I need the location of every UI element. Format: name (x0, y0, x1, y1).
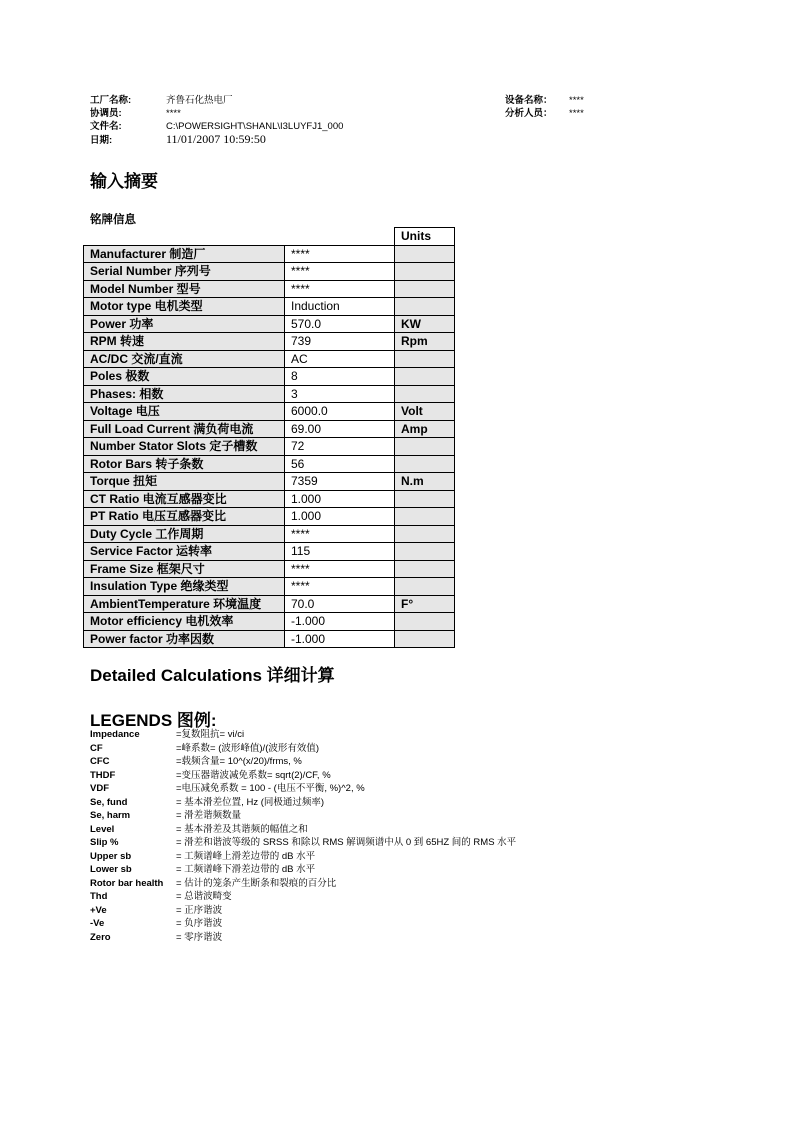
nameplate-info-title: 铭牌信息 (90, 214, 136, 226)
row-value: AC (285, 350, 395, 368)
table-row (84, 438, 455, 456)
row-value: 115 (285, 543, 395, 561)
legend-definition: = 滑差谐频数量 (176, 810, 242, 821)
legend-item (90, 836, 516, 850)
table-row (84, 333, 455, 351)
legends-title: LEGENDS 图例: (90, 711, 217, 730)
row-unit (395, 263, 455, 281)
legend-item (90, 863, 516, 877)
row-unit (395, 508, 455, 526)
row-value: 6000.0 (285, 403, 395, 421)
nameplate-table (83, 227, 455, 648)
legend-definition: = 负序谐波 (176, 918, 223, 929)
header-row-analyst (505, 107, 584, 120)
table-row (84, 263, 455, 281)
legend-definition: = 正序谐波 (176, 904, 223, 916)
legend-definition: = 估计的笼条产生断条和裂痕的百分比 (176, 877, 337, 889)
table-row (84, 508, 455, 526)
table-row (84, 245, 455, 263)
legend-item (90, 782, 516, 796)
legend-definition: =变压器谐波减免系数= sqrt(2)/CF, % (176, 769, 331, 781)
plant-name-value: 齐鲁石化热电厂 (166, 95, 233, 106)
legend-term: +Ve (90, 904, 107, 916)
header-right (505, 94, 584, 120)
row-value: **** (285, 578, 395, 596)
row-unit: KW (395, 315, 455, 333)
row-unit (395, 578, 455, 596)
legend-item (90, 796, 516, 810)
header-row-coordinator (90, 107, 343, 120)
row-unit (395, 438, 455, 456)
row-value: 570.0 (285, 315, 395, 333)
row-value: 739 (285, 333, 395, 351)
table-row (84, 385, 455, 403)
row-value: 1.000 (285, 490, 395, 508)
row-value: 69.00 (285, 420, 395, 438)
row-value: **** (285, 560, 395, 578)
table-row (84, 595, 455, 613)
legend-item (90, 890, 516, 904)
row-unit: Rpm (395, 333, 455, 351)
legend-definition: = 基本滑差位置, Hz (同极通过频率) (176, 796, 325, 808)
row-unit (395, 350, 455, 368)
legend-term: Thd (90, 891, 108, 902)
row-label: Number Stator Slots 定子槽数 (84, 438, 285, 456)
header-row-date (90, 133, 343, 147)
analyst-label: 分析人员： (505, 108, 553, 119)
legend-term: CF (90, 742, 103, 754)
row-value: 7359 (285, 473, 395, 491)
table-row (84, 350, 455, 368)
row-label: Full Load Current 满负荷电流 (84, 420, 285, 438)
legend-term: Rotor bar health (90, 877, 164, 889)
row-unit: N.m (395, 473, 455, 491)
table-row (84, 368, 455, 386)
row-unit (395, 385, 455, 403)
row-value: 1.000 (285, 508, 395, 526)
row-unit (395, 613, 455, 631)
table-row (84, 455, 455, 473)
table-row (84, 298, 455, 316)
input-summary-title: 输入摘要 (90, 172, 158, 191)
legend-term: Slip % (90, 837, 119, 848)
equipment-name-label: 设备名称： (505, 95, 553, 106)
table-row (84, 473, 455, 491)
units-header: Units (395, 228, 455, 246)
row-value: **** (285, 525, 395, 543)
row-unit: Amp (395, 420, 455, 438)
legend-definition: = 零序谐波 (176, 931, 223, 943)
table-row (84, 490, 455, 508)
row-unit (395, 525, 455, 543)
legend-item (90, 769, 516, 783)
legend-term: Lower sb (90, 864, 132, 875)
row-label: Power 功率 (84, 315, 285, 333)
legend-definition: =复数阻抗= vi/ci (176, 729, 245, 740)
date-label: 日期: (90, 135, 113, 146)
legend-definition: = 总谐波畸变 (176, 891, 232, 902)
row-label: Serial Number 序列号 (84, 263, 285, 281)
row-label: Motor type 电机类型 (84, 298, 285, 316)
row-label: Torque 扭矩 (84, 473, 285, 491)
legend-term: Impedance (90, 729, 140, 740)
table-row (84, 578, 455, 596)
row-value: 3 (285, 385, 395, 403)
row-label: Poles 极数 (84, 368, 285, 386)
row-label: Service Factor 运转率 (84, 543, 285, 561)
row-unit (395, 543, 455, 561)
legend-item (90, 917, 516, 931)
filename-label: 文件名: (90, 121, 122, 132)
row-label: Phases: 相数 (84, 385, 285, 403)
row-value: 70.0 (285, 595, 395, 613)
table-row (84, 613, 455, 631)
table-row (84, 315, 455, 333)
row-value: 72 (285, 438, 395, 456)
legend-term: CFC (90, 756, 110, 767)
row-unit (395, 245, 455, 263)
row-value: 8 (285, 368, 395, 386)
legend-definition: =载频含量= 10^(x/20)/frms, % (176, 756, 302, 767)
legend-item (90, 877, 516, 891)
legend-term: Zero (90, 931, 111, 943)
row-unit (395, 490, 455, 508)
row-label: Motor efficiency 电机效率 (84, 613, 285, 631)
row-label: Power factor 功率因数 (84, 630, 285, 648)
row-label: AC/DC 交流/直流 (84, 350, 285, 368)
row-label: Insulation Type 绝缘类型 (84, 578, 285, 596)
legend-item (90, 809, 516, 823)
row-label: CT Ratio 电流互感器变比 (84, 490, 285, 508)
row-value: -1.000 (285, 630, 395, 648)
legend-definition: = 滑差和谐波等级的 SRSS 和除以 RMS 解调频谱中从 0 到 65HZ 间的 RMS 水平 (176, 837, 517, 848)
row-unit: F° (395, 595, 455, 613)
legend-term: VDF (90, 783, 109, 794)
header-row-equipment (505, 94, 584, 107)
legend-definition: = 基本滑差及其谐频的幅值之和 (176, 823, 308, 835)
analyst-value: **** (569, 108, 584, 119)
legend-item (90, 755, 516, 769)
row-label: Model Number 型号 (84, 280, 285, 298)
legend-item (90, 823, 516, 837)
legend-term: Upper sb (90, 850, 132, 862)
table-row (84, 560, 455, 578)
legend-item (90, 931, 516, 945)
row-value: 56 (285, 455, 395, 473)
equipment-name-value: **** (569, 95, 584, 106)
row-unit (395, 630, 455, 648)
legend-item (90, 742, 516, 756)
legend-term: Se, harm (90, 810, 131, 821)
legend-item (90, 850, 516, 864)
header-left (90, 94, 343, 147)
row-label: Manufacturer 制造厂 (84, 245, 285, 263)
row-unit (395, 298, 455, 316)
row-label: PT Ratio 电压互感器变比 (84, 508, 285, 526)
legend-term: THDF (90, 769, 116, 781)
table-row (84, 420, 455, 438)
row-value: -1.000 (285, 613, 395, 631)
legend-term: -Ve (90, 918, 105, 929)
date-value: 11/01/2007 10:59:50 (166, 132, 266, 146)
coordinator-label: 协调员: (90, 108, 122, 119)
row-label: AmbientTemperature 环境温度 (84, 595, 285, 613)
plant-name-label: 工厂名称: (90, 95, 132, 106)
row-label: Voltage 电压 (84, 403, 285, 421)
row-value: Induction (285, 298, 395, 316)
legend-term: Se, fund (90, 796, 128, 808)
table-header-row (84, 228, 455, 246)
legend-definition: =峰系数= (波形峰值)/(波形有效值) (176, 742, 320, 754)
legend-term: Level (90, 823, 115, 835)
row-label: Rotor Bars 转子条数 (84, 455, 285, 473)
legend-definition: =电压减免系数 = 100 - (电压不平衡, %)^2, % (176, 783, 365, 794)
row-value: **** (285, 280, 395, 298)
table-row (84, 280, 455, 298)
legend-list (90, 728, 516, 944)
header-blank-cell (285, 228, 395, 246)
table-row (84, 630, 455, 648)
legend-item (90, 728, 516, 742)
row-unit (395, 368, 455, 386)
table-row (84, 403, 455, 421)
header-row-plant (90, 94, 343, 107)
legend-item (90, 904, 516, 918)
row-value: **** (285, 263, 395, 281)
row-unit (395, 455, 455, 473)
row-unit: Volt (395, 403, 455, 421)
row-label: Frame Size 框架尺寸 (84, 560, 285, 578)
detailed-calculations-title: Detailed Calculations 详细计算 (90, 666, 335, 685)
coordinator-value: **** (166, 108, 181, 119)
legend-definition: = 工频谱峰上滑差边带的 dB 水平 (176, 850, 316, 862)
filename-value: C:\POWERSIGHT\SHANL\I3LUYFJ1_000 (166, 121, 344, 132)
row-label: RPM 转速 (84, 333, 285, 351)
table-row (84, 525, 455, 543)
row-unit (395, 560, 455, 578)
table-row (84, 543, 455, 561)
row-unit (395, 280, 455, 298)
row-label: Duty Cycle 工作周期 (84, 525, 285, 543)
header-blank-cell (84, 228, 285, 246)
row-value: **** (285, 245, 395, 263)
legend-definition: = 工频谱峰下滑差边带的 dB 水平 (176, 864, 316, 875)
